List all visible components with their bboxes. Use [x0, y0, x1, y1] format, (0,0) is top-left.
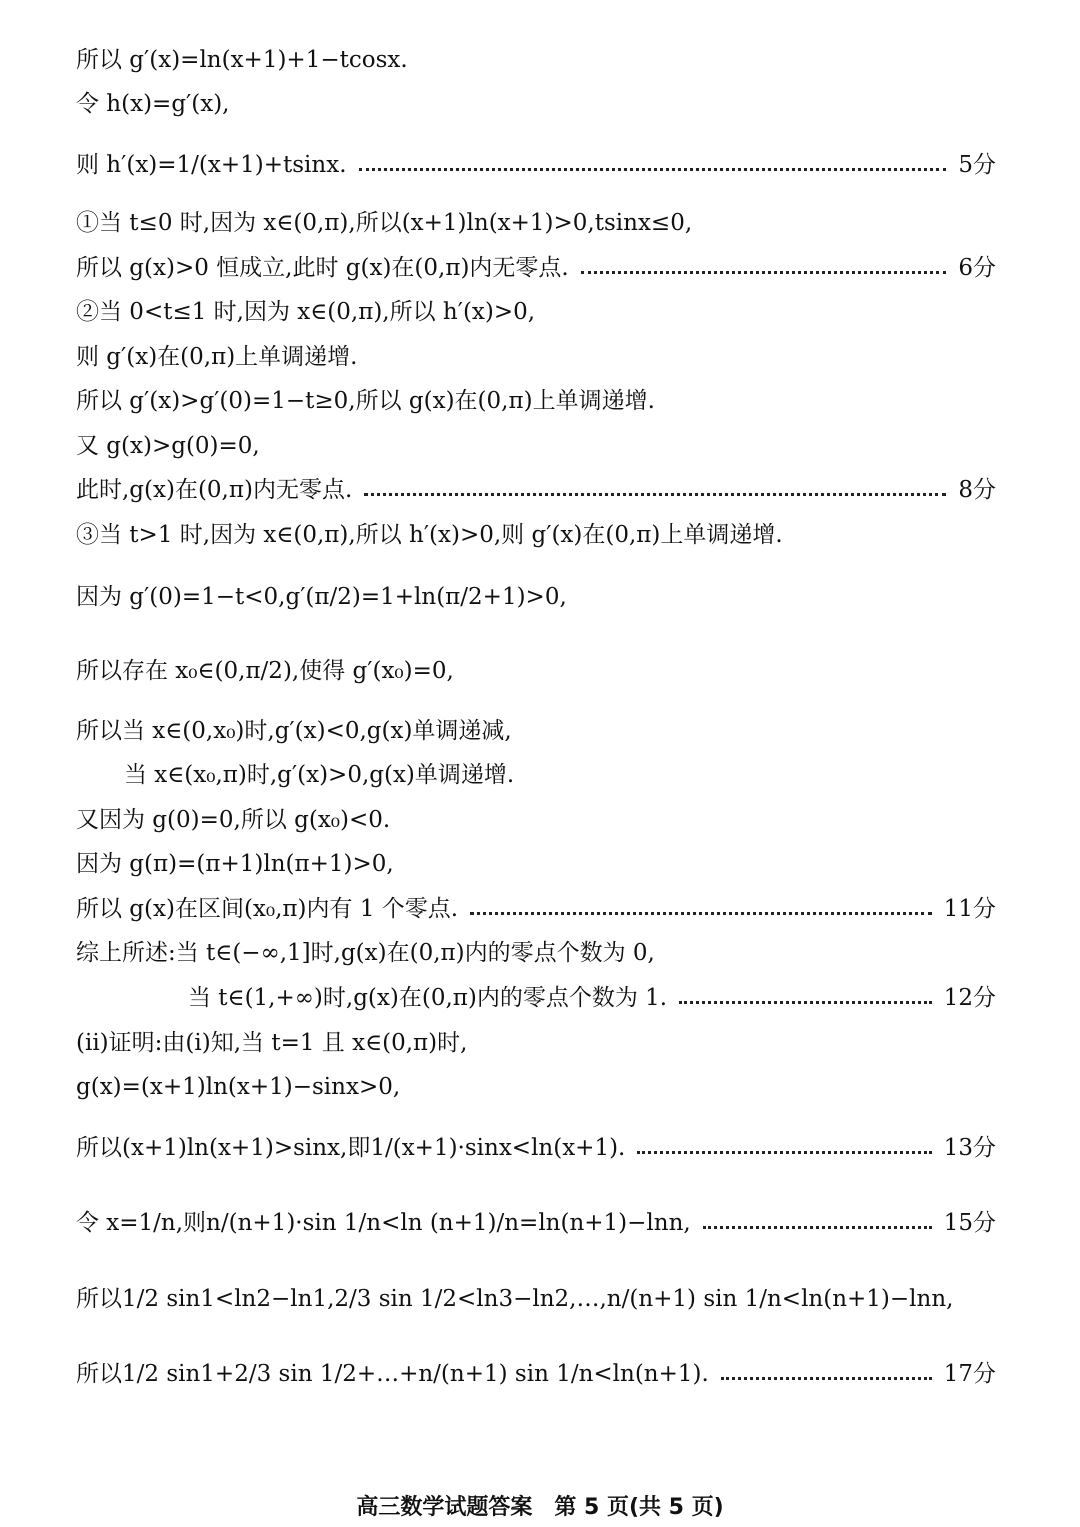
line-16 — [76, 805, 996, 835]
score-label: 11分 — [943, 896, 996, 922]
line-text: 令 x=1/n,则n/(n+1)·sin 1/n<ln (n+1)/n=ln(n+1)−lnn, — [76, 1210, 691, 1236]
line-18 — [76, 894, 996, 924]
score-label: 8分 — [958, 477, 996, 503]
line-text: 当 x∈(x₀,π)时,g′(x)>0,g(x)单调递增. — [124, 762, 515, 788]
line-text: 所以 g′(x)>g′(0)=1−t≥0,所以 g(x)在(0,π)上单调递增. — [76, 388, 655, 414]
line-19 — [76, 938, 996, 968]
leader-dots — [679, 1001, 932, 1004]
score-label: 17分 — [943, 1361, 996, 1387]
line-text: 又 g(x)>g(0)=0, — [76, 433, 260, 459]
page-footer: 高三数学试题答案 第 5 页(共 5 页) — [356, 1495, 724, 1520]
line-5 — [76, 253, 996, 283]
line-text: 令 h(x)=g′(x), — [76, 91, 230, 117]
line-11 — [76, 520, 996, 550]
leader-dots — [359, 168, 947, 171]
line-3 — [76, 150, 996, 180]
line-text: g(x)=(x+1)ln(x+1)−sinx>0, — [76, 1074, 401, 1100]
line-text: 综上所述:当 t∈(−∞,1]时,g(x)在(0,π)内的零点个数为 0, — [76, 940, 655, 966]
line-25 — [76, 1284, 996, 1314]
line-text: 所以(x+1)ln(x+1)>sinx,即1/(x+1)·sinx<ln(x+1). — [76, 1135, 626, 1161]
line-2 — [76, 89, 996, 119]
score-label: 15分 — [943, 1210, 996, 1236]
line-text: 此时,g(x)在(0,π)内无零点. — [76, 477, 353, 503]
line-14 — [76, 716, 996, 746]
line-text: 所以1/2 sin1+2/3 sin 1/2+…+n/(n+1) sin 1/n<ln(n+1). — [76, 1361, 709, 1387]
line-text: 则 g′(x)在(0,π)上单调递增. — [76, 344, 358, 370]
score-label: 12分 — [943, 985, 996, 1011]
line-12 — [76, 582, 996, 612]
line-text: 因为 g′(0)=1−t<0,g′(π/2)=1+ln(π/2+1)>0, — [76, 584, 567, 610]
line-7 — [76, 342, 996, 372]
leader-dots — [364, 493, 946, 496]
line-1 — [76, 45, 996, 75]
line-text: ①当 t≤0 时,因为 x∈(0,π),所以(x+1)ln(x+1)>0,tsinx≤0, — [76, 210, 693, 236]
line-4 — [76, 208, 996, 238]
line-13 — [76, 656, 996, 686]
line-text: 因为 g(π)=(π+1)ln(π+1)>0, — [76, 851, 394, 877]
line-9 — [76, 431, 996, 461]
leader-dots — [703, 1226, 932, 1229]
line-text: ③当 t>1 时,因为 x∈(0,π),所以 h′(x)>0,则 g′(x)在(0,π)上单调递增. — [76, 522, 783, 548]
line-text: 则 h′(x)=1/(x+1)+tsinx. — [76, 152, 347, 178]
line-23 — [76, 1133, 996, 1163]
line-22 — [76, 1072, 996, 1102]
line-10 — [76, 475, 996, 505]
score-label: 5分 — [958, 152, 996, 178]
line-text: 所以存在 x₀∈(0,π/2),使得 g′(x₀)=0, — [76, 658, 454, 684]
leader-dots — [721, 1377, 932, 1380]
line-6 — [76, 297, 996, 327]
line-text: ②当 0<t≤1 时,因为 x∈(0,π),所以 h′(x)>0, — [76, 299, 536, 325]
line-text: 又因为 g(0)=0,所以 g(x₀)<0. — [76, 807, 391, 833]
line-15 — [124, 760, 996, 790]
line-text: 所以当 x∈(0,x₀)时,g′(x)<0,g(x)单调递减, — [76, 718, 512, 744]
line-26 — [76, 1359, 996, 1389]
leader-dots — [581, 271, 947, 274]
line-17 — [76, 849, 996, 879]
line-text: 所以1/2 sin1<ln2−ln1,2/3 sin 1/2<ln3−ln2,…,n/(n+1) sin 1/n<ln(n+1)−lnn, — [76, 1286, 954, 1312]
line-text: 所以 g(x)>0 恒成立,此时 g(x)在(0,π)内无零点. — [76, 255, 569, 281]
line-text: 所以 g(x)在区间(x₀,π)内有 1 个零点. — [76, 896, 459, 922]
leader-dots — [637, 1151, 931, 1154]
line-21 — [76, 1028, 996, 1058]
score-label: 13分 — [943, 1135, 996, 1161]
line-20 — [188, 983, 996, 1013]
line-text: (ii)证明:由(i)知,当 t=1 且 x∈(0,π)时, — [76, 1030, 468, 1056]
leader-dots — [470, 912, 932, 915]
line-text: 当 t∈(1,+∞)时,g(x)在(0,π)内的零点个数为 1. — [188, 985, 668, 1011]
line-text: 所以 g′(x)=ln(x+1)+1−tcosx. — [76, 47, 408, 73]
line-24 — [76, 1208, 996, 1238]
score-label: 6分 — [958, 255, 996, 281]
line-8 — [76, 386, 996, 416]
